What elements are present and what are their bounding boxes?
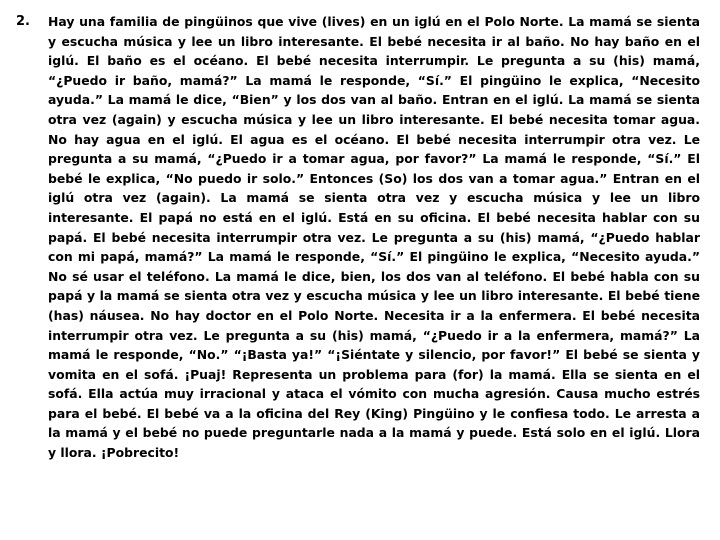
story-paragraph-container (48, 12, 700, 463)
item-number: 2. (16, 14, 30, 29)
story-paragraph: Hay una familia de pingüinos que vive (lives) en un iglú en el Polo Norte. La mamá se sienta y escucha música y lee un libro interesante. El bebé necesita ir al baño. No hay baño en el iglú. El baño es el océano. El bebé necesita interrumpir. Le pregunta a su (his) mamá, “¿Puedo ir baño, mamá?” La mamá le responde, “Sí.” El pingüino le explica, “Necesito ayuda.” La mamá le dice, “Bien” y los dos van al baño. Entran en el iglú. La mamá se sienta otra vez (again) y escucha música y lee un libro interesante. El bebé necesita tomar agua. No hay agua en el iglú. El agua es el océano. El bebé necesita interrumpir otra vez. Le pregunta a su mamá, “¿Puedo ir a tomar agua, por favor?” La mamá le responde, “Sí.” El bebé le explica, “No puedo ir solo.” Entonces (So) los dos van a tomar agua.” Entran en el iglú otra vez (again). La mamá se sienta otra vez y escucha música y lee un libro interesante. El papá no está en el iglú. Está en su oficina. El bebé necesita hablar con su papá. El bebé necesita interrumpir otra vez. Le pregunta a su (his) mamá, “¿Puedo hablar con mi papá, mamá?” La mamá le responde, “Sí.” El pingüino le explica, “Necesito ayuda.” No sé usar el teléfono. La mamá le dice, bien, los dos van al teléfono. El bebé habla con su papá y la mamá se sienta otra vez y escucha música y lee un libro interesante. El bebé tiene (has) náusea. No hay doctor en el Polo Norte. Necesita ir a la enfermera. El bebé necesita interrumpir otra vez. Le pregunta a su (his) mamá, “¿Puedo ir a la enfermera, mamá?” La mamá le responde, “No.” “¡Basta ya!” “¡Siéntate y silencio, por favor!” El bebé se sienta y vomita en el sofá. ¡Puaj! Representa un problema para (for) la mamá. Ella se sienta en el sofá. Ella actúa muy irracional y ataca el vómito con mucha agresión. Causa mucho estrés para el bebé. El bebé va a la oficina del Rey (King) Pingüino y le confiesa todo. Le arresta a la mamá y el bebé no puede preguntarle nada a la mamá y puede. Está solo en el iglú. Llora y llora. ¡Pobrecito! (48, 14, 700, 461)
